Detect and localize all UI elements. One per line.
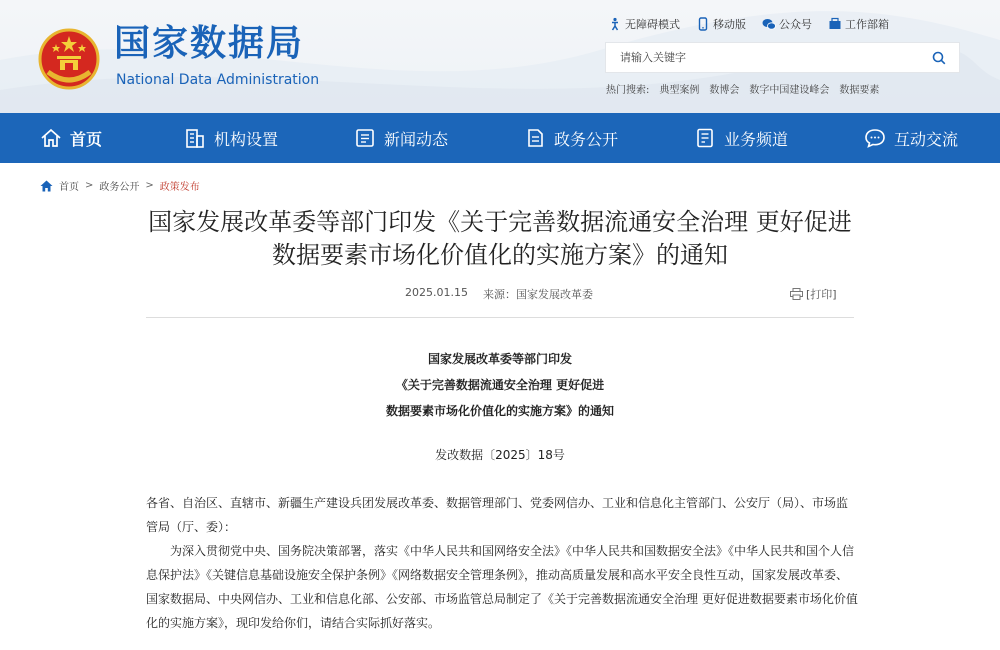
building-icon — [184, 127, 206, 149]
mobile-version-link[interactable] — [696, 16, 746, 32]
hot-search-item[interactable]: 数据要素 — [839, 85, 880, 96]
print-label: [打印] — [806, 288, 837, 301]
article-date: 2025.01.15 — [405, 286, 468, 299]
article-title: 国家发展改革委等部门印发《关于完善数据流通安全治理 更好促进数据要素市场化价值化的实施方案》的通知 — [148, 208, 852, 269]
breadcrumb-separator: > — [85, 180, 94, 191]
nav-label: 机构设置 — [214, 129, 279, 149]
breadcrumb-home[interactable]: 首页 — [59, 182, 79, 193]
accessibility-link[interactable] — [608, 16, 680, 32]
breadcrumb-gov-affairs[interactable]: 政务公开 — [99, 182, 140, 193]
search-button[interactable] — [919, 43, 959, 72]
search-input[interactable] — [606, 43, 919, 72]
article-source: 来源：国家发展改革委 — [483, 288, 593, 301]
nav-label: 业务频道 — [724, 129, 789, 149]
document-heading-line: 国家发展改革委等部门印发 — [427, 352, 572, 366]
site-logo-subtitle: National Data Administration — [116, 72, 320, 88]
nav-item-interaction[interactable] — [864, 113, 958, 163]
nav-label: 互动交流 — [894, 129, 959, 149]
breadcrumb-separator: > — [145, 180, 154, 191]
nav-item-business[interactable] — [694, 113, 788, 163]
wechat-icon — [762, 17, 776, 31]
nav-label: 首页 — [70, 129, 103, 149]
home-icon[interactable] — [40, 180, 53, 192]
hot-search-item[interactable]: 数博会 — [709, 85, 740, 96]
national-emblem-icon — [38, 28, 100, 90]
hot-search-item[interactable]: 典型案例 — [659, 85, 700, 96]
accessibility-label: 无障碍模式 — [625, 18, 680, 31]
business-icon — [694, 127, 716, 149]
document-heading — [200, 346, 800, 424]
document-heading-line: 《关于完善数据流通安全治理 更好促进 — [395, 378, 605, 392]
breadcrumb-current[interactable]: 政策发布 — [159, 182, 200, 193]
nav-item-news[interactable] — [354, 113, 448, 163]
news-icon — [354, 127, 376, 149]
mobile-version-label: 移动版 — [713, 18, 746, 31]
site-header — [0, 0, 1000, 113]
nav-item-organization[interactable] — [184, 113, 278, 163]
nav-item-home[interactable] — [40, 113, 102, 163]
nav-item-gov-affairs[interactable] — [524, 113, 618, 163]
nav-label: 新闻动态 — [384, 129, 449, 149]
search-bar — [605, 42, 960, 73]
article-body — [146, 491, 858, 635]
wechat-label: 公众号 — [779, 18, 812, 31]
search-icon — [932, 51, 946, 65]
mailbox-label: 工作部箱 — [845, 18, 889, 31]
mailbox-icon — [828, 17, 842, 31]
nav-label: 政务公开 — [554, 129, 619, 149]
document-icon — [524, 127, 546, 149]
breadcrumb — [40, 178, 200, 193]
document-number: 发改数据〔2025〕18号 — [435, 448, 565, 462]
hot-search-item[interactable]: 数字中国建设峰会 — [749, 85, 830, 96]
accessibility-icon — [608, 17, 622, 31]
top-links — [608, 16, 889, 32]
print-button[interactable] — [790, 286, 837, 302]
hot-search-label: 热门搜索: — [606, 85, 650, 96]
home-icon — [40, 127, 62, 149]
printer-icon — [790, 288, 803, 300]
hot-search — [606, 81, 879, 96]
document-heading-line: 数据要素市场化价值化的实施方案》的通知 — [385, 404, 614, 418]
addressee-paragraph: 各省、自治区、直辖市、新疆生产建设兵团发展改革委、数据管理部门、党委网信办、工业和信息化主管部门、公安厅（局）、市场监管局（厅、委）： — [146, 496, 849, 534]
mailbox-link[interactable] — [828, 16, 889, 32]
mobile-icon — [696, 17, 710, 31]
main-nav — [0, 113, 1000, 163]
chat-icon — [864, 127, 886, 149]
wechat-link[interactable] — [762, 16, 812, 32]
site-logo-title[interactable]: 国家数据局 — [114, 23, 305, 64]
body-paragraph: 为深入贯彻党中央、国务院决策部署，落实《中华人民共和国网络安全法》《中华人民共和国数据安全法》《中华人民共和国个人信息保护法》《关键信息基础设施安全保护条例》《网络数据安全管理条例》，推动高质量发展和高水平安全良性互动，国家发展改革委、国家数据局、中央网信办、工业和信息化部、公安部、市场监管总局制定了《关于完善数据流通安全治理 更好促进数据要素市场化价值化的实施方案》，现印发给你们，请结合实际抓好落实。 — [146, 544, 858, 630]
article-meta — [146, 286, 854, 318]
